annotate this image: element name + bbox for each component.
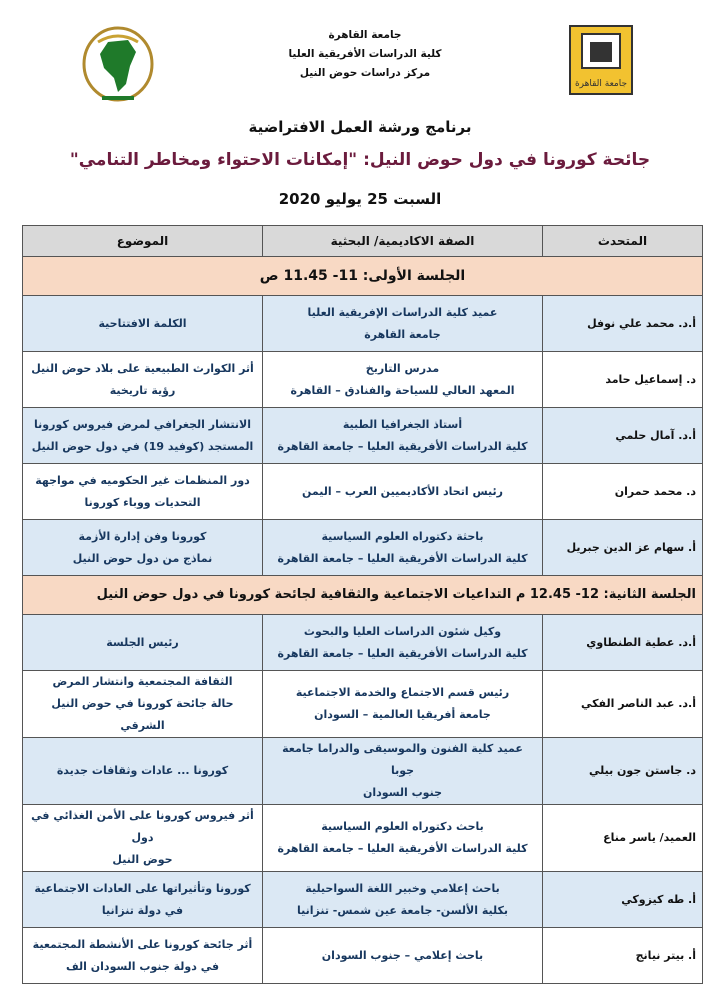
topic-cell xyxy=(23,296,263,352)
title-cell xyxy=(263,296,543,352)
topic-cell-line: كورونا وفن إدارة الأزمة xyxy=(78,529,207,543)
topic-cell-line: الثقافة المجتمعية وانتشار المرض xyxy=(52,675,233,688)
title-cell-line: رئيس اتحاد الأكاديميين العرب – اليمن xyxy=(302,484,503,498)
title-cell xyxy=(263,615,543,671)
title-cell xyxy=(263,928,543,984)
table-row xyxy=(23,464,703,520)
title-cell-line: باحث إعلامي وخبير اللغة السواحيلية xyxy=(305,881,500,895)
logo-caption: جامعة القاهرة xyxy=(574,79,628,89)
session-title: الجلسة الأولى: 11- 11.45 ص xyxy=(23,257,703,296)
center-name: مركز دراسات حوض النيل xyxy=(299,67,431,79)
speaker-cell: أ. سهام عز الدين جبريل xyxy=(543,520,703,576)
workshop-title: جائحة كورونا في دول حوض النيل: "إمكانات الاحتواء ومخاطر التنامي" xyxy=(69,150,651,170)
table-row xyxy=(23,805,703,872)
table-row xyxy=(23,615,703,671)
speaker-cell: أ.د. آمال حلمي xyxy=(543,408,703,464)
title-cell xyxy=(263,738,543,805)
title-cell-line: عميد كلية الفنون والموسيقى والدراما جامعة جوبا xyxy=(282,742,523,777)
session-title: الجلسة الثانية: 12- 12.45 م التداعيات الاجتماعية والثقافية لجائحة كورونا في دول حوض النيل xyxy=(23,576,703,615)
topic-cell xyxy=(23,464,263,520)
speaker-cell: أ. طه كيزوكي xyxy=(543,872,703,928)
col-title: الصفة الاكاديمية/ البحثية xyxy=(263,226,543,257)
title-cell-line: كلية الدراسات الأفريقية العليا – جامعة القاهرة xyxy=(277,842,528,855)
topic-cell-line: كورونا ... عادات وثقافات جديدة xyxy=(56,764,229,777)
table-row xyxy=(23,671,703,738)
topic-cell-line: رئيس الجلسة xyxy=(106,635,179,649)
topic-cell-line: الانتشار الجغرافي لمرض فيروس كورونا xyxy=(34,417,251,431)
table-body xyxy=(23,257,703,984)
table-row xyxy=(23,408,703,464)
topic-cell xyxy=(23,738,263,805)
title-cell-line: جامعة القاهرة xyxy=(364,327,441,341)
topic-cell-line: حوض النيل xyxy=(112,853,173,866)
session-row xyxy=(23,257,703,296)
topic-cell xyxy=(23,615,263,671)
col-speaker: المتحدث xyxy=(543,226,703,257)
topic-cell xyxy=(23,928,263,984)
title-cell-line: أستاذ الجغرافيا الطبية xyxy=(342,417,463,431)
title-cell-line: كلية الدراسات الأفريقية العليا – جامعة القاهرة xyxy=(277,551,528,565)
topic-cell xyxy=(23,872,263,928)
title-cell xyxy=(263,805,543,872)
faculty-name: كلية الدراسات الأفريقية العليا xyxy=(288,48,442,60)
title-cell xyxy=(263,464,543,520)
title-cell-line: باحث إعلامي – جنوب السودان xyxy=(321,948,484,962)
speaker-cell: د. إسماعيل حامد xyxy=(543,352,703,408)
table-row xyxy=(23,872,703,928)
speaker-cell: د. محمد حمران xyxy=(543,464,703,520)
topic-cell-line: المستجد (كوفيد 19) في دول حوض النيل xyxy=(31,439,254,453)
title-cell-line: بكلية الألسن- جامعة عين شمس- تنزانيا xyxy=(296,903,509,917)
topic-cell xyxy=(23,520,263,576)
title-cell xyxy=(263,408,543,464)
university-name: جامعة القاهرة xyxy=(328,29,402,41)
title-cell-line: جنوب السودان xyxy=(363,786,442,799)
title-cell-line: رئيس قسم الاجتماع والخدمة الاجتماعية xyxy=(295,686,510,699)
title-cell xyxy=(263,671,543,738)
title-cell-line: المعهد العالي للسياحة والفنادق – القاهرة xyxy=(290,383,515,397)
topic-cell-line: نماذج من دول حوض النيل xyxy=(72,551,213,565)
topic-cell xyxy=(23,408,263,464)
topic-cell-line: أثر فيروس كورونا على الأمن الغذائي في دول xyxy=(31,809,254,844)
table-row xyxy=(23,928,703,984)
title-cell-line: جامعة أفريقيا العالمية – السودان xyxy=(314,708,491,721)
table-row xyxy=(23,738,703,805)
topic-cell xyxy=(23,805,263,872)
institution-block xyxy=(280,26,450,83)
topic-cell-line: الكلمة الافتتاحية xyxy=(98,316,187,330)
title-cell xyxy=(263,520,543,576)
speaker-cell: أ.د. عبد الناصر الفكي xyxy=(543,671,703,738)
topic-cell xyxy=(23,671,263,738)
program-table xyxy=(22,225,703,984)
table-header-row xyxy=(23,226,703,257)
topic-cell-line: حالة جائحة كورونا في حوض النيل الشرقي xyxy=(51,697,234,732)
topic-cell-line: التحديات ووباء كورونا xyxy=(84,495,201,509)
topic-cell-line: في دولة تنزانيا xyxy=(101,903,184,917)
topic-cell xyxy=(23,352,263,408)
speaker-cell: العميد/ ياسر مناع xyxy=(543,805,703,872)
topic-cell-line: دور المنظمات غير الحكوميه في مواجهة xyxy=(35,473,250,487)
title-cell-line: كلية الدراسات الأفريقية العليا – جامعة القاهرة xyxy=(277,439,528,453)
cairo-university-logo xyxy=(568,24,634,96)
speaker-cell: د. جاستن جون بيلي xyxy=(543,738,703,805)
topic-cell-line: رؤية تاريخية xyxy=(109,383,176,397)
topic-cell-line: أثر جائحة كورونا على الأنشطة المجتمعية xyxy=(32,937,253,951)
speaker-cell: أ. بيتر نيانج xyxy=(543,928,703,984)
african-studies-logo xyxy=(80,22,156,112)
speaker-cell: أ.د. عطية الطنطاوي xyxy=(543,615,703,671)
title-cell-line: كلية الدراسات الأفريقية العليا – جامعة القاهرة xyxy=(277,646,528,660)
topic-cell-line: كورونا وتأثيراتها على العادات الاجتماعية xyxy=(34,881,251,895)
title-cell-line: مدرس التاريخ xyxy=(365,361,440,375)
title-cell-line: وكيل شئون الدراسات العليا والبحوث xyxy=(303,624,502,638)
program-title: برنامج ورشة العمل الافتراضية xyxy=(248,118,472,136)
title-cell-line: باحث دكتوراه العلوم السياسية xyxy=(321,820,484,833)
session-row xyxy=(23,576,703,615)
workshop-date: السبت 25 يوليو 2020 xyxy=(278,190,442,208)
title-cell xyxy=(263,352,543,408)
title-cell-line: باحثة دكتوراه العلوم السياسية xyxy=(321,529,484,543)
document-header xyxy=(0,0,720,120)
table-row xyxy=(23,352,703,408)
speaker-cell: أ.د. محمد علي نوفل xyxy=(543,296,703,352)
topic-cell-line: أثر الكوارث الطبيعية على بلاد حوض النيل xyxy=(31,361,254,375)
table-row xyxy=(23,296,703,352)
title-cell xyxy=(263,872,543,928)
table-row xyxy=(23,520,703,576)
title-cell-line: عميد كلية الدراسات الإفريقية العليا xyxy=(307,305,498,319)
topic-cell-line: في دولة جنوب السودان الف xyxy=(65,959,220,973)
col-topic: الموضوع xyxy=(23,226,263,257)
